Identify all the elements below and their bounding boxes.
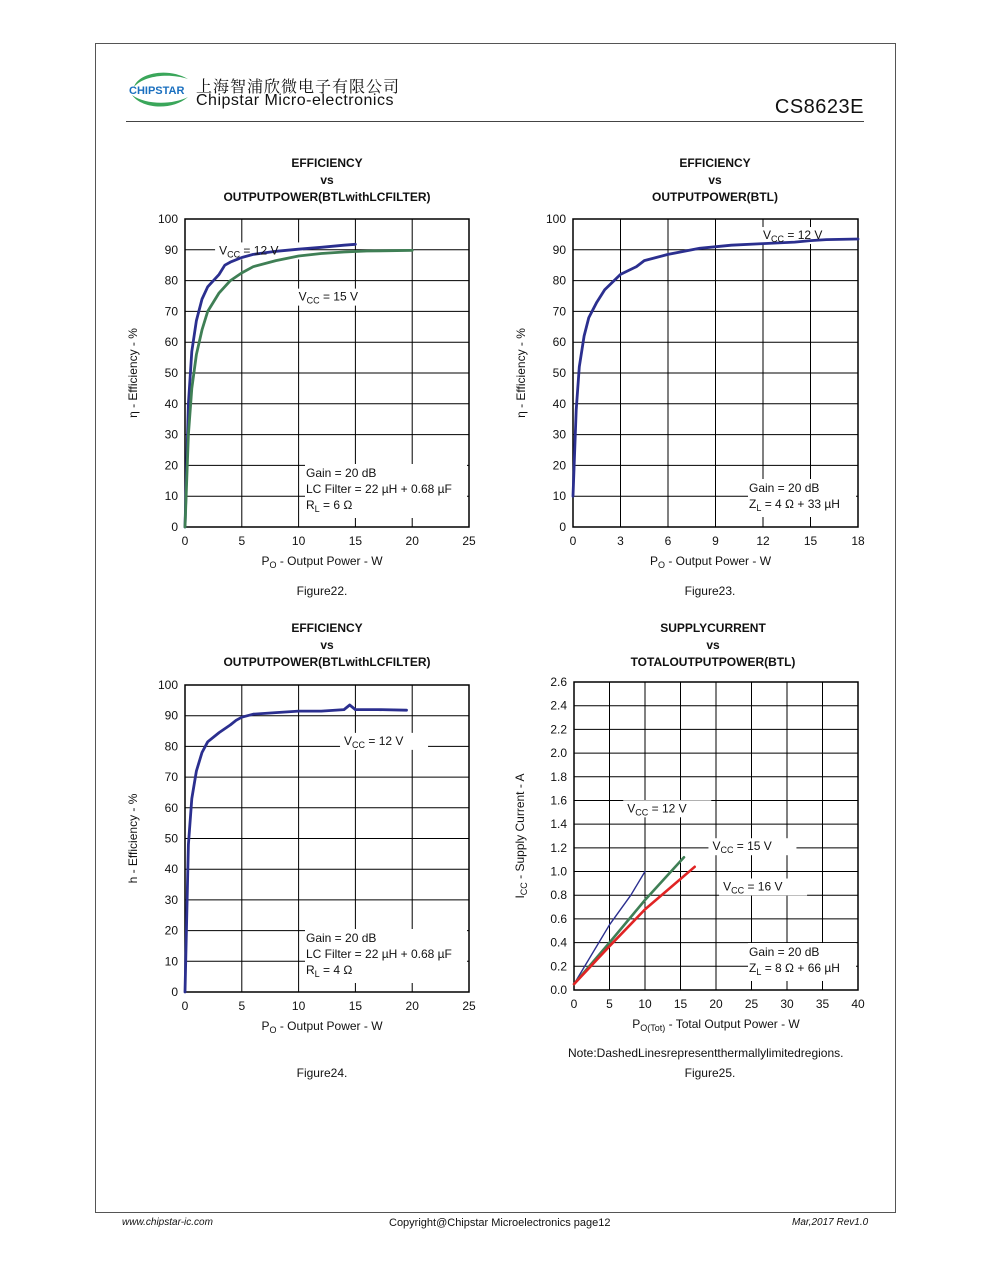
y-axis-label: $I_{CC}$ - Supply Current - A (513, 773, 529, 899)
annotation-line: $Z_L = 8$ Ω + 66 µH (749, 961, 840, 977)
x-tick-label: 25 (744, 997, 759, 1011)
y-tick-label: 80 (164, 739, 178, 754)
y-tick-label: 90 (552, 242, 566, 257)
y-tick-label: 2.6 (550, 675, 567, 689)
y-tick-label: 70 (164, 304, 178, 319)
x-tick-label: 5 (238, 999, 246, 1013)
annotation-line: Gain = 20 dB (749, 481, 820, 495)
y-tick-label: 10 (164, 489, 178, 504)
y-tick-label: 40 (164, 396, 178, 411)
y-tick-label: 60 (164, 800, 178, 815)
y-tick-label: 2.2 (550, 722, 567, 737)
x-tick-label: 10 (291, 534, 306, 548)
footer-website[interactable]: www.chipstar-ic.com (122, 1217, 213, 1228)
annotation-line: LC Filter = 22 µH + 0.68 µF (306, 947, 452, 961)
y-tick-label: 0 (171, 985, 178, 999)
dashed-lines-note: Note:DashedLinesrepresentthermallylimitedregions. (568, 1046, 844, 1060)
x-tick-label: 3 (617, 534, 624, 548)
x-tick-label: 10 (638, 997, 652, 1011)
y-tick-label: 30 (164, 427, 178, 442)
company-name-cn: 上海智浦欣微电子有限公司 (196, 79, 401, 96)
curve-label: $V_{CC} = 16$ V (723, 879, 783, 896)
y-tick-label: 30 (552, 427, 566, 442)
y-tick-label: 20 (164, 458, 178, 473)
curve-label: $V_{CC} = 12$ V (627, 801, 687, 818)
footer-copyright: Copyright@Chipstar Microelectronics page12 (389, 1217, 611, 1229)
chart-2 (514, 212, 865, 570)
y-tick-label: 50 (164, 366, 178, 380)
x-tick-label: 15 (348, 999, 363, 1013)
x-tick-label: 10 (291, 999, 306, 1013)
y-tick-label: 50 (552, 366, 566, 380)
x-axis-label: $P_O$ - Output Power - W (261, 1019, 383, 1035)
y-tick-label: 70 (164, 770, 178, 785)
annotation-line: Gain = 20 dB (749, 945, 820, 959)
y-tick-label: 40 (164, 862, 178, 877)
curve-label: $V_{CC} = 12$ V (344, 733, 404, 750)
y-tick-label: 80 (164, 273, 178, 288)
x-tick-label: 12 (756, 534, 770, 548)
y-tick-label: 1.8 (550, 769, 567, 784)
y-tick-label: 20 (552, 458, 566, 473)
y-tick-label: 1.4 (550, 817, 567, 832)
x-tick-label: 25 (462, 999, 476, 1013)
y-tick-label: 1.0 (550, 864, 567, 879)
y-tick-label: 60 (552, 335, 566, 350)
annotation-box (748, 943, 856, 981)
x-tick-label: 20 (709, 997, 723, 1011)
y-tick-label: 80 (552, 273, 566, 288)
chart-4 (513, 675, 865, 1033)
x-tick-label: 18 (851, 534, 865, 548)
y-tick-label: 0 (171, 520, 178, 534)
part-number: CS8623E (774, 96, 864, 118)
y-axis-label: η - Efficiency - % (514, 328, 528, 418)
y-tick-label: 2.4 (550, 698, 567, 713)
figure-caption-24: Figure24. (296, 1066, 348, 1080)
x-tick-label: 0 (570, 997, 578, 1011)
x-tick-label: 0 (569, 534, 577, 548)
logo-text: CHIPSTAR (129, 85, 185, 97)
x-tick-label: 9 (712, 534, 719, 548)
curve-label: $V_{CC} = 12$ V (219, 243, 279, 260)
y-tick-label: 0.6 (550, 911, 567, 926)
x-tick-label: 30 (780, 997, 794, 1011)
y-tick-label: 10 (552, 489, 566, 504)
x-axis-label: $P_O$ - Output Power - W (261, 554, 383, 570)
annotation-box (748, 479, 856, 517)
x-tick-label: 5 (606, 997, 613, 1011)
y-tick-label: 2.0 (550, 746, 567, 761)
annotation-line: LC Filter = 22 µH + 0.68 µF (306, 482, 452, 496)
y-tick-label: 1.2 (550, 840, 567, 855)
chart-3 (126, 678, 476, 1035)
annotation-line: Gain = 20 dB (306, 931, 377, 945)
chart-1 (126, 212, 476, 570)
curve-label: $V_{CC} = 12$ V (763, 228, 823, 245)
y-tick-label: 70 (552, 304, 566, 319)
y-tick-label: 40 (552, 396, 566, 411)
y-tick-label: 90 (164, 242, 178, 257)
y-tick-label: 60 (164, 335, 178, 350)
y-tick-label: 0.0 (550, 983, 567, 997)
annotation-line: Gain = 20 dB (306, 466, 377, 480)
company-name-en: Chipstar Micro-electronics (196, 92, 394, 109)
annotation-box (305, 929, 467, 983)
annotation-line: $Z_L = 4$ Ω + 33 µH (749, 497, 840, 513)
x-tick-label: 15 (673, 997, 688, 1011)
x-tick-label: 0 (181, 999, 189, 1013)
x-tick-label: 6 (664, 534, 672, 548)
y-axis-label: η - Efficiency - % (126, 328, 140, 418)
figure-caption-23: Figure23. (684, 584, 736, 598)
y-tick-label: 10 (164, 954, 178, 969)
x-axis-label: $P_{O(Tot)}$ - Total Output Power - W (632, 1017, 800, 1033)
y-tick-label: 100 (545, 212, 566, 226)
y-tick-label: 100 (157, 212, 178, 226)
curve-label: $V_{CC} = 15$ V (712, 839, 772, 856)
y-tick-label: 100 (157, 678, 178, 692)
chart-2-title: EFFICIENCY vs OUTPUTPOWER(BTL) (652, 156, 778, 204)
x-tick-label: 20 (405, 534, 419, 548)
y-axis-label: h - Efficiency - % (126, 793, 140, 884)
y-tick-label: 20 (164, 923, 178, 938)
y-tick-label: 0.4 (550, 935, 567, 950)
annotation-line: $R_L = 6$ Ω (306, 498, 353, 514)
y-tick-label: 50 (164, 831, 178, 846)
y-tick-label: 0.2 (550, 959, 567, 974)
chart-4-title: SUPPLYCURRENT vs TOTALOUTPUTPOWER(BTL) (630, 621, 796, 669)
annotation-line: $R_L = 4$ Ω (306, 963, 353, 979)
figure-caption-22: Figure22. (296, 584, 348, 598)
x-tick-label: 5 (238, 534, 246, 548)
chart-1-title: EFFICIENCY vs OUTPUTPOWER(BTLwithLCFILTER) (223, 156, 431, 204)
figure-caption-25: Figure25. (684, 1066, 736, 1080)
y-tick-label: 30 (164, 892, 178, 907)
x-tick-label: 25 (462, 534, 476, 548)
annotation-box (305, 464, 467, 518)
x-tick-label: 15 (803, 534, 818, 548)
x-tick-label: 15 (348, 534, 363, 548)
y-tick-label: 0.8 (550, 888, 567, 903)
y-tick-label: 90 (164, 708, 178, 723)
footer-revision: Mar,2017 Rev1.0 (792, 1217, 869, 1228)
x-tick-label: 35 (815, 997, 830, 1011)
x-axis-label: $P_O$ - Output Power - W (649, 554, 772, 570)
x-tick-label: 40 (851, 997, 865, 1011)
x-tick-label: 0 (181, 534, 189, 548)
curve-label: $V_{CC} = 15$ V (298, 289, 358, 306)
x-tick-label: 20 (405, 999, 419, 1013)
chart-3-title: EFFICIENCY vs OUTPUTPOWER(BTLwithLCFILTER) (223, 621, 431, 669)
y-tick-label: 0 (559, 520, 566, 534)
y-tick-label: 1.6 (550, 793, 567, 808)
